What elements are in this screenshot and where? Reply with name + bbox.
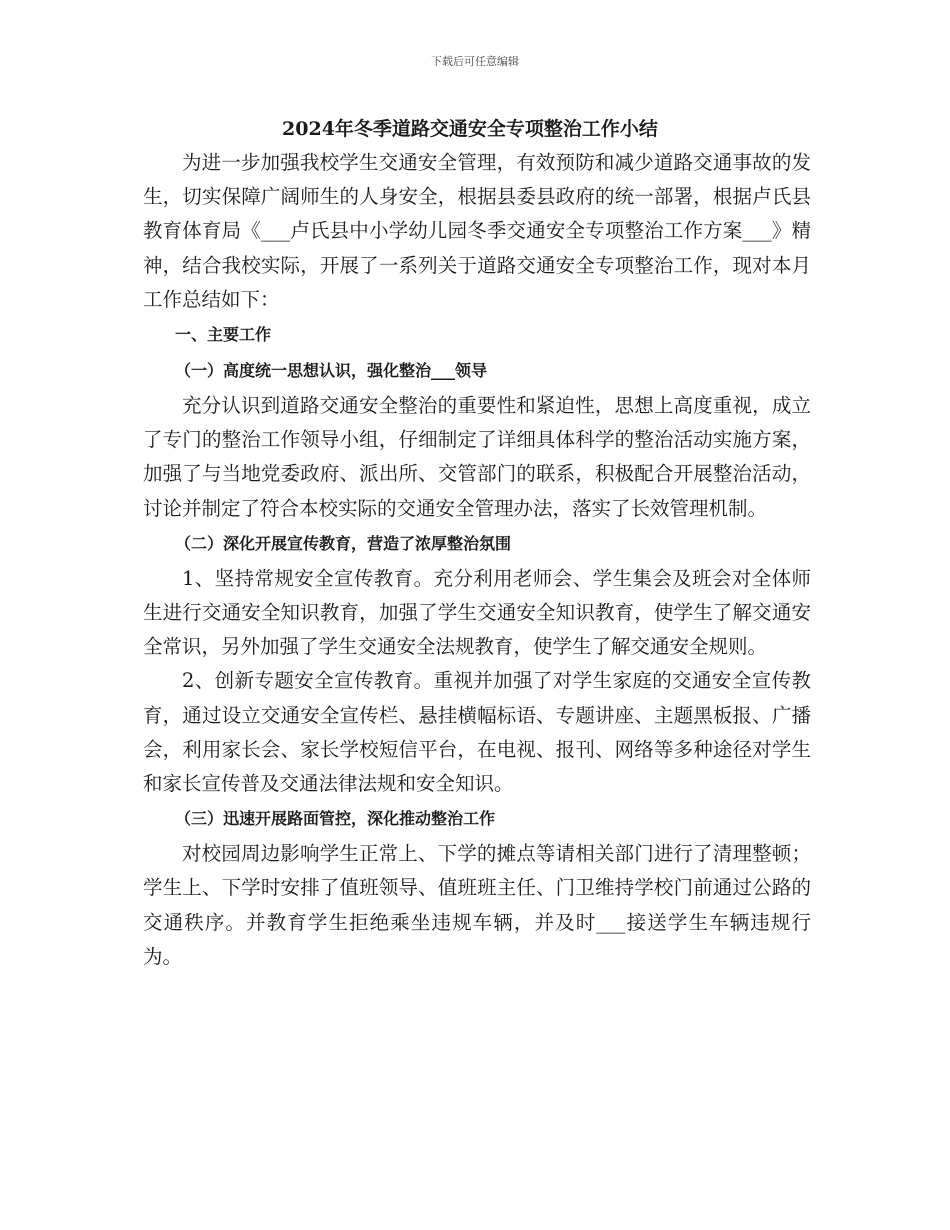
section-heading-main-work: 一、主要工作 [175, 325, 272, 345]
paragraph-1: 充分认识到道路交通安全整治的重要性和紧迫性，思想上高度重视，成立了专门的整治工作领导小组，仔细制定了详细具体科学的整治活动实施方案，加强了与当地党委政府、派出所、交管部门的联系，积极配合开展整治活动，讨论并制定了符合本校实际的交通安全管理办法，落实了长效管理机制。 [143, 394, 811, 520]
document-body [143, 112, 811, 974]
paragraph-3: 2、创新专题安全宣传教育。重视并加强了对学生家庭的交通安全宣传教育，通过设立交通安全宣传栏、悬挂横幅标语、专题讲座、主题黑板报、广播会，利用家长会、家长学校短信平台，在电视、报刊、网络等多种途径对学生和家长宣传普及交通法律法规和安全知识。 [143, 669, 811, 796]
subsection-heading-1: （一）高度统一思想认识，强化整治___领导 [175, 361, 488, 381]
page-header-note: 下载后可任意编辑 [431, 55, 519, 68]
intro-paragraph: 为进一步加强我校学生交通安全管理，有效预防和减少道路交通事故的发生，切实保障广阔师生的人身安全，根据县委县政府的统一部署，根据卢氏县教育体育局《___卢氏县中小学幼儿园冬季交通安全专项整治工作方案___》精神，结合我校实际，开展了一系列关于道路交通安全专项整治工作，现对本月工作总结如下： [143, 151, 811, 311]
paragraph-2: 1、坚持常规安全宣传教育。充分利用老师会、学生集会及班会对全体师生进行交通安全知识教育，加强了学生交通安全知识教育，使学生了解交通安全常识，另外加强了学生交通安全法规教育，使学生了解交通安全规则。 [143, 566, 811, 659]
document-title: 2024年冬季道路交通安全专项整治工作小结 [282, 118, 658, 140]
paragraph-4: 对校园周边影响学生正常上、下学的摊点等请相关部门进行了清理整顿；学生上、下学时安排了值班领导、值班班主任、门卫维持学校门前通过公路的交通秩序。并教育学生拒绝乘坐违规车辆，并及时___接送学生车辆违规行为。 [143, 842, 811, 968]
subsection-heading-3: （三）迅速开展路面管控，深化推动整治工作 [175, 809, 496, 829]
subsection-heading-2: （二）深化开展宣传教育，营造了浓厚整治氛围 [175, 533, 512, 553]
